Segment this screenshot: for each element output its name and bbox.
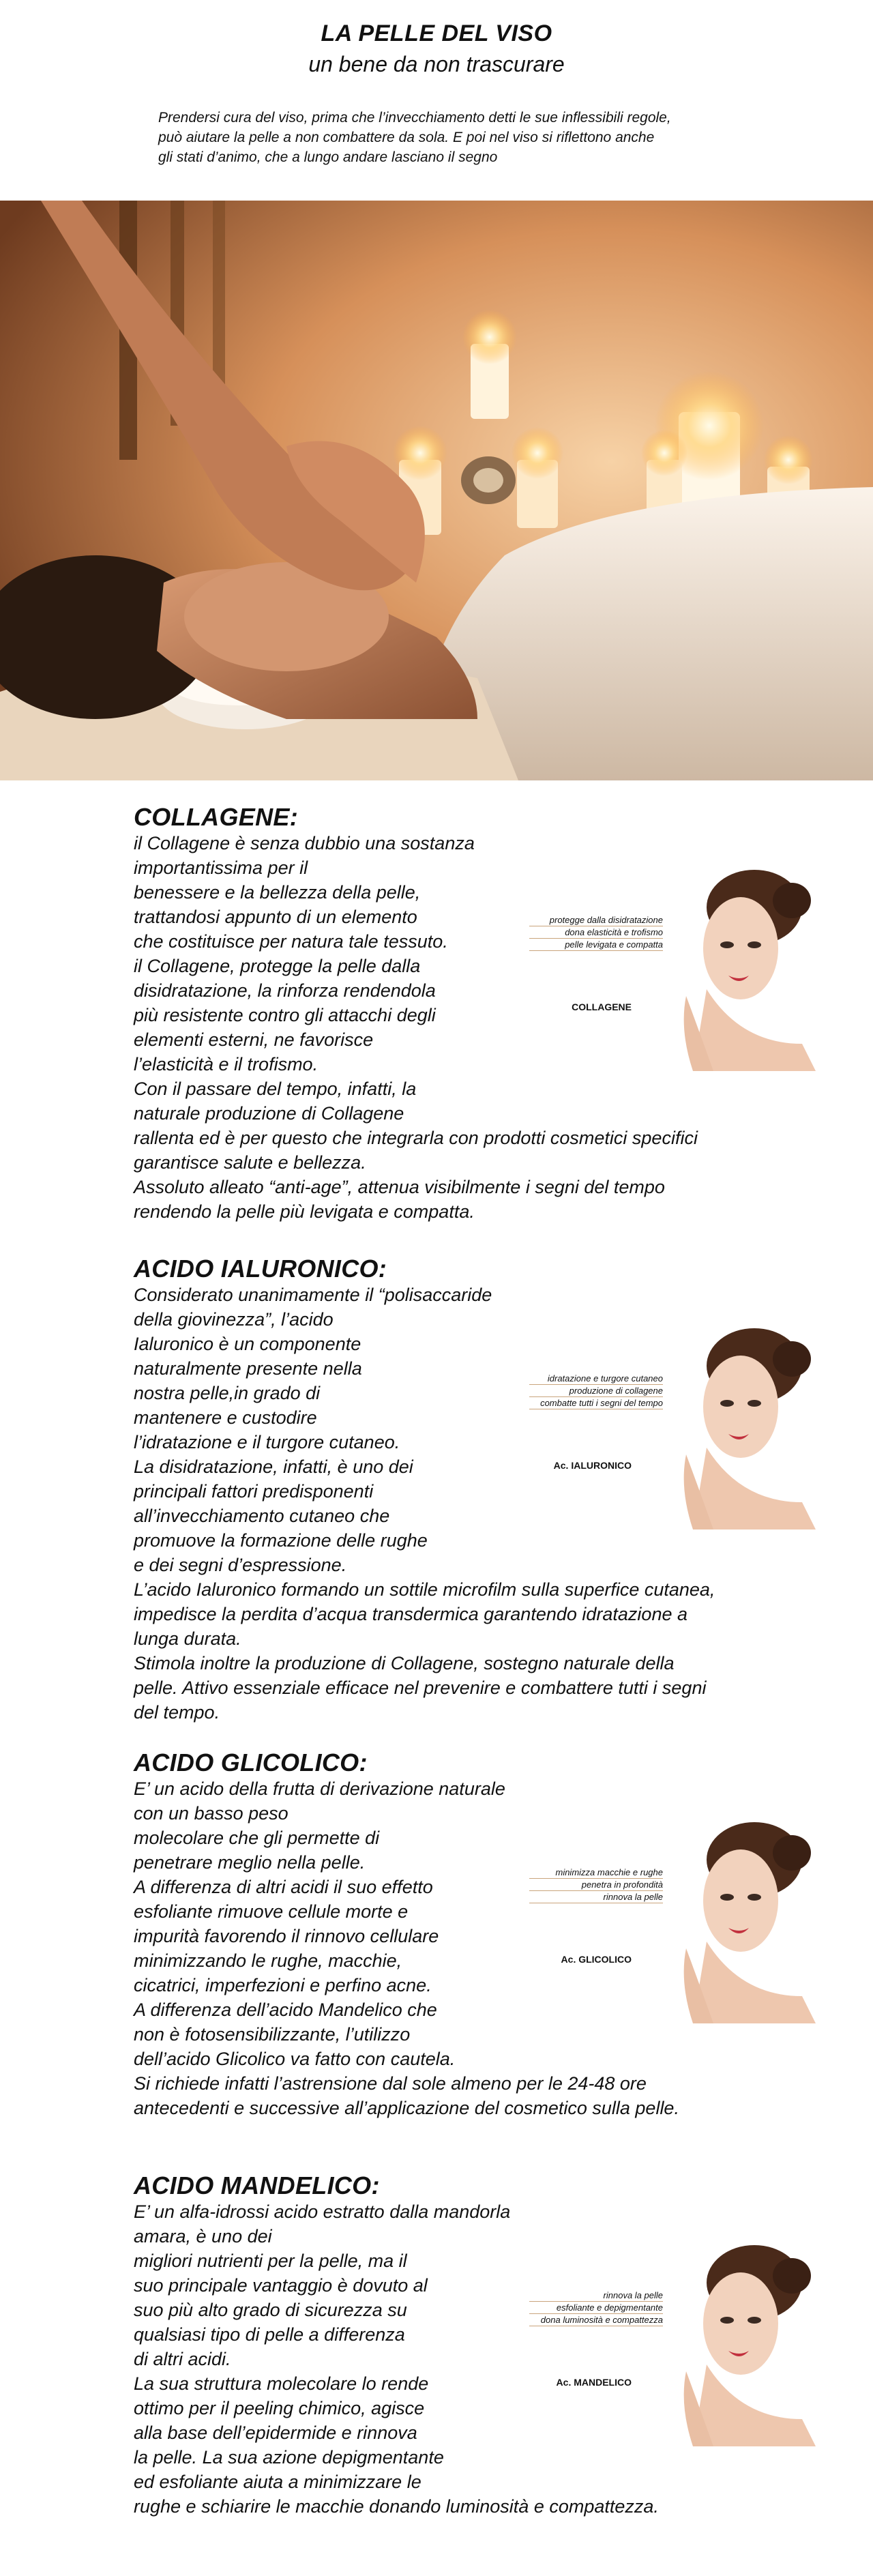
callout-line: dona elasticità e trofismo — [529, 926, 663, 939]
callout-line: pelle levigata e compatta — [529, 939, 663, 951]
callout-line: minimizza macchie e rughe — [529, 1867, 663, 1879]
callout-line: protegge dalla disidratazione — [529, 914, 663, 926]
woman-face-icon — [666, 1325, 816, 1530]
woman-face-icon — [666, 2242, 816, 2446]
section-text: E’ un alfa-idrossi acido estratto dalla mandorla amara, è uno dei migliori nutrienti per la pelle, ma il suo principale vantaggio è dovuto al suo più alto grado di sicurezza su qualsiasi tipo di pelle a differenza di altri acidi. La sua struttura molecolare lo rende ottimo per il peeling chimico, agisce alla base dell’epidermide e rinnova la pelle. La sua azione depigmentante ed esfoliante aiuta a minimizzare le rughe e schiarire le macchie donando luminosità e compattezza. — [134, 2201, 659, 2517]
product-figure — [529, 2242, 816, 2446]
figure-caption: Ac. MANDELICO — [556, 2377, 632, 2388]
figure-caption: COLLAGENE — [572, 1001, 632, 1012]
woman-face-icon — [666, 866, 816, 1071]
figure-callout — [529, 914, 663, 951]
section-title: COLLAGENE: — [134, 803, 298, 831]
hero-photo — [0, 201, 873, 780]
figure-callout — [529, 1867, 663, 1903]
product-figure — [529, 1819, 816, 2023]
section-text: E’ un acido della frutta di derivazione naturale con un basso peso molecolare che gli permette di penetrare meglio nella pelle. A differenza di altri acidi il suo effetto esfoliante rimuove cellule morte e impurità favorendo il rinnovo cellulare minimizzando le rughe, macchie, cicatrici, imperfezioni e perfino acne. A differenza dell’acido Mandelico che non è fotosensibilizzante, l’utilizzo dell’acido Glicolico va fatto con cautela. Si richiede infatti l’astrensione dal sole almeno per le 24-48 ore antecedenti e successive all’applicazione del cosmetico sulla pelle. — [134, 1779, 679, 2118]
page-subtitle: un bene da non trascurare — [308, 52, 565, 76]
figure-callout — [529, 2289, 663, 2326]
section-title: ACIDO MANDELICO: — [134, 2171, 380, 2199]
section-collagene — [134, 804, 816, 1224]
callout-line: rinnova la pelle — [529, 1891, 663, 1903]
product-figure — [529, 866, 816, 1071]
section-glicolico — [134, 1749, 816, 2120]
callout-line: combatte tutti i segni del tempo — [529, 1397, 663, 1409]
section-title: ACIDO IALURONICO: — [134, 1255, 387, 1283]
callout-line: dona luminosità e compattezza — [529, 2314, 663, 2326]
section-ialuronico — [134, 1255, 816, 1725]
callout-line: idratazione e turgore cutaneo — [529, 1373, 663, 1385]
figure-caption: Ac. IALURONICO — [553, 1460, 632, 1471]
figure-caption: Ac. GLICOLICO — [561, 1954, 632, 1965]
page-title: LA PELLE DEL VISO — [321, 20, 552, 46]
section-text: Considerato unanimamente il “polisaccaride della giovinezza”, l’acido Ialuronico è un componente naturalmente presente nella nostra pelle,in grado di mantenere e custodire l’idratazione e il turgore cutaneo. La disidratazione, infatti, è uno dei principali fattori predisponenti all’invecchiamento cutaneo che promuove la formazione delle rughe e dei segni d’espressione. L’acido Ialuronico formando un sottile microfilm sulla superfice cutanea, impedisce la perdita d’acqua transdermica garantendo idratazione a lunga durata. Stimola inoltre la produzione di Collagene, sostegno naturale della pelle. Attivo essenziale efficace nel prevenire e combattere tutti i segni del tempo. — [134, 1285, 715, 1723]
woman-face-icon — [666, 1819, 816, 2023]
callout-line: produzione di collagene — [529, 1385, 663, 1397]
product-figure — [529, 1325, 816, 1530]
figure-callout — [529, 1373, 663, 1409]
callout-line: esfoliante e depigmentante — [529, 2302, 663, 2314]
intro-text: Prendersi cura del viso, prima che l’invecchiamento detti le sue inflessibili regole, può aiutare la pelle a non combattere da sola. E poi nel viso si riflettono anche gli stati d’animo, che a lungo andare lasciano il segno — [158, 110, 671, 165]
section-text: il Collagene è senza dubbio una sostanza importantissima per il benessere e la bellezza della pelle, trattandosi appunto di un elemento che costituisce per natura tale tessuto. il Collagene, protegge la pelle dalla disidratazione, la rinforza rendendola più resistente contro gli attacchi degli elementi esterni, ne favorisce l’elasticità e il trofismo. Con il passare del tempo, infatti, la naturale produzione di Collagene rallenta ed è per questo che integrarla con prodotti cosmetici specifici garantisce salute e bellezza. Assoluto alleato “anti-age”, attenua visibilmente i segni del tempo rendendo la pelle più levigata e compatta. — [134, 833, 698, 1222]
callout-line: rinnova la pelle — [529, 2289, 663, 2302]
callout-line: penetra in profondità — [529, 1879, 663, 1891]
section-title: ACIDO GLICOLICO: — [134, 1748, 368, 1776]
section-mandelico — [134, 2172, 816, 2519]
